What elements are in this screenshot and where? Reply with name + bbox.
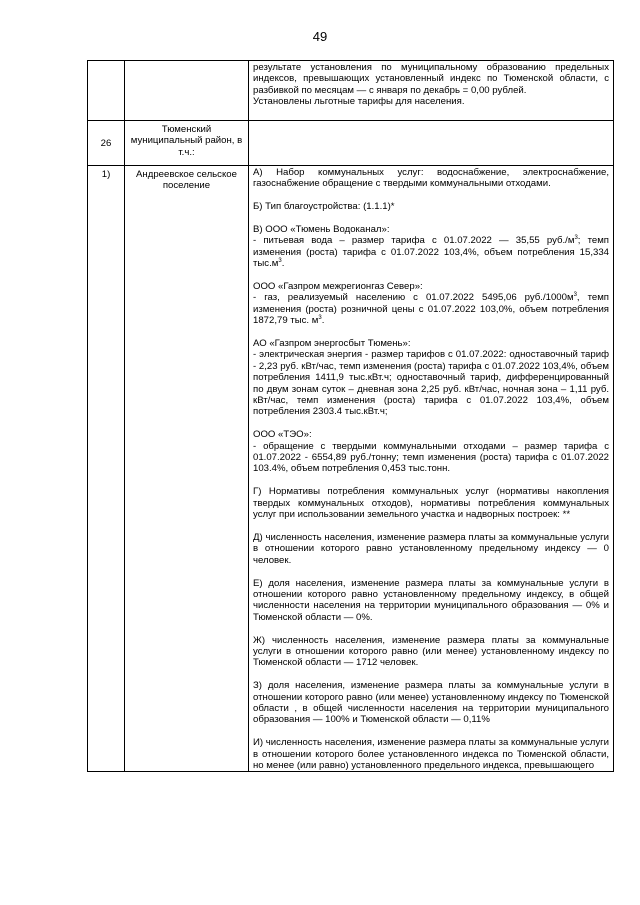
description-cell [249,61,614,121]
paragraph: Ж) численность населения, изменение размера платы за коммунальные услуги в отношении которого равно (или менее) установленному индексу по Тюменской области — 1712 человек. [253,634,609,669]
description-cell [249,166,614,772]
page-number: 49 [312,29,328,44]
description-cell [249,121,614,166]
paragraph: Г) Нормативы потребления коммунальных услуг (нормативы накопления твердых коммунальных отходов), нормативы потребления коммунальных услуг при использовании земельного участка и надворных построек: ** [253,486,609,521]
table-row [88,61,614,121]
paragraph: Е) доля населения, изменение размера платы за коммунальные услуги в отношении которого равно установленному предельному индексу, в общей численности населения на территории муниципального образования — 0% и Тюменской области — 0%. [253,577,609,623]
municipality-name: Андреевское сельское поселение [125,166,249,772]
paragraph: И) численность населения, изменение размера платы за коммунальные услуги в отношении которого более установленного индекса по Тюменской области, но менее (или равно) установленного предельного индекса, превышающего [253,737,609,771]
tariff-table [87,60,614,772]
paragraph: результате установления по муниципальному образованию предельных индексов, превышающих установленный индекс по Тюменской области, с разбивкой по месяцам — с января по декабрь = 0,00 рублей. [253,62,609,96]
row-number [88,61,125,121]
paragraph: - питьевая вода – размер тарифа с 01.07.2022 — 35,55 $руб./м^3$; темп изменения (роста) тарифа с 01.07.2022 103,4%, объем потребления 15,334 $тыс.м^3$. [253,235,609,270]
paragraph: В) ООО «Тюмень Водоканал»: [253,224,390,235]
paragraph: З) доля населения, изменение размера платы за коммунальные услуги в отношении которого равно (или менее) установленному индексу по Тюменской области , в общей численности населения на территории муниципального образования — 100% и Тюменской области — 0,11% [253,680,609,726]
paragraph: ООО «ТЭО»: [253,429,312,441]
row-number: 26 [88,121,125,166]
paragraph: ООО «Газпром межрегионгаз Север»: [253,281,423,293]
paragraph: - обращение с твердыми коммунальными отходами – размер тарифа с 01.07.2022 - 6554,89 руб./тонну; темп изменения (роста) тарифа с 01.07.2022 103.4%, объем потребления 0,453 тыс.тонн. [253,440,609,475]
municipality-name [125,61,249,121]
row-number: 1) [88,166,125,772]
paragraph: - электрическая энергия - размер тарифов с 01.07.2022: одноставочный тариф - 2,23 руб. кВт/час, темп изменения (роста) тарифа с 01.07.2022 103,4%, объем потребления 1411,9 тыс.кВт.ч; одноставочный тариф, дифференцированный по двум зонам суток – дневная зона 2,25 руб. кВт/час, ночная зона – 1,11 руб. кВт/час, темп изменения (роста) тарифа с 01.07.2022 103,4%, объем потребления 2303.4 тыс.кВт.ч; [253,349,609,418]
table-row [88,166,614,772]
municipality-name: Тюменский муниципальный район, в т.ч.: [125,121,249,166]
paragraph: Д) численность населения, изменение размера платы за коммунальные услуги в отношении которого равно установленному предельному индексу — 0 человек. [253,531,609,566]
paragraph: А) Набор коммунальных услуг: водоснабжение, электроснабжение, газоснабжение обращение с твердыми коммунальными отходами. [253,167,609,190]
paragraph: Установлены льготные тарифы для населения. [253,96,465,108]
paragraph: Б) Тип благоустройства: (1.1.1)* [253,201,395,213]
paragraph: - газ, реализуемый населению с 01.07.2022 5495,06 $руб./1000м^3$, темп изменения (роста) розничной цены с 01.07.2022 103,0%, объем потребления 1872,79 тыс. $м^3$. [253,292,610,327]
paragraph: АО «Газпром энергосбыт Тюмень»: [253,338,411,350]
table-row [88,121,614,166]
